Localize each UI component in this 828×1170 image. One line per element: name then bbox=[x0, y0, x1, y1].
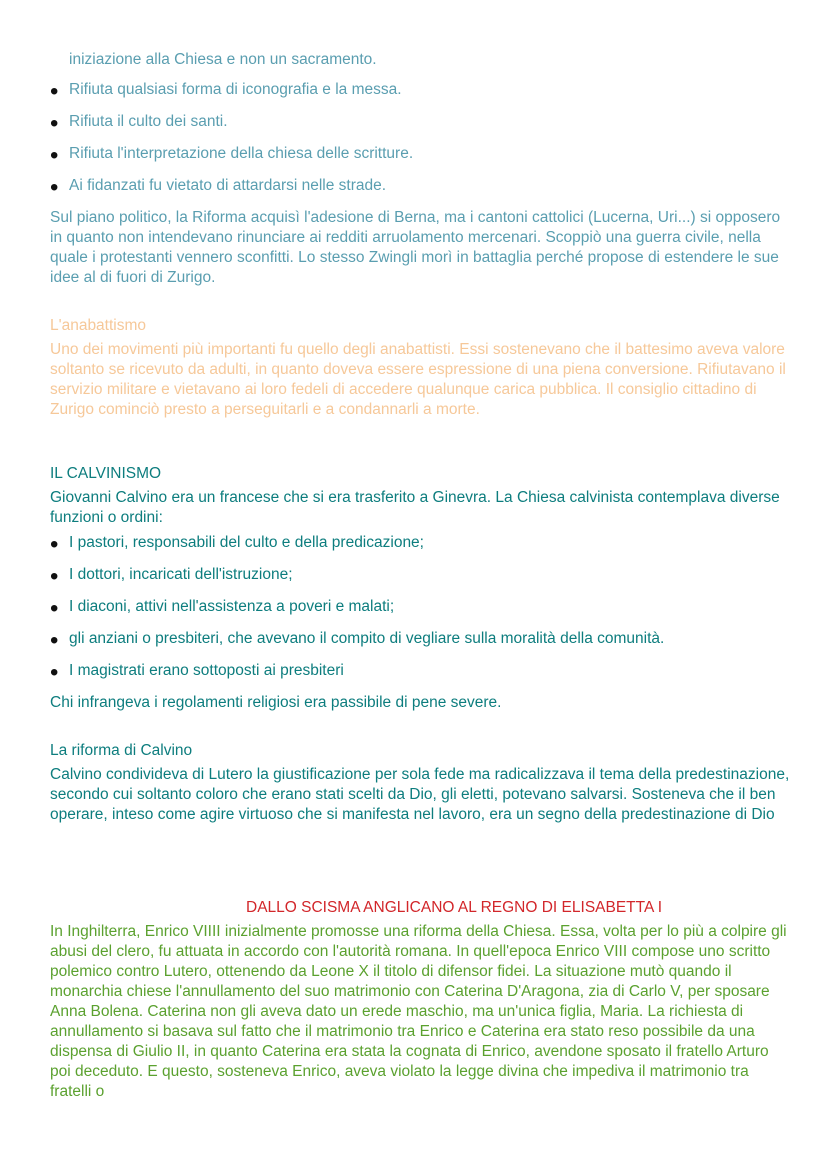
bullet-icon: • bbox=[50, 110, 59, 137]
bullet-icon: • bbox=[50, 659, 59, 686]
document-page: iniziazione alla Chiesa e non un sacramento. • Rifiuta qualsiasi forma di iconografia e la messa. • Rifiuta il culto dei santi. • Rifiuta l'interpretazione della chiesa delle scritture. • Ai fidanzati fu vietato di attardarsi nelle strade. Sul piano politico, la Riforma acquisì l'adesione di Berna, ma i cantoni cattolici (Lucerna, Uri...) si opposero in quanto non intendevano rinunciare ai redditi arruolamento mercenari. Scoppiò una guerra civile, nella quale i protestanti vennero sconfitti. Lo stesso Zwingli morì in battaglia perché propose di estendere le sue idee al di fuori di Zurigo. L'anabattismo Uno dei movimenti più importanti fu quello degli anabattisti. Essi sostenevano che il battesimo aveva valore soltanto se ricevuto da adulti, in quanto doveva essere espressione di una piena conversione. Rifiutavano il servizio militare e vietavano ai loro fedeli di accedere qualunque carica pubblica. Il consiglio cittadino di Zurigo cominciò presto a perseguitarli e a condannarli a morte. IL CALVINISMO Giovanni Calvino era un francese che si era trasferito a Ginevra. La Chiesa calvinista contemplava diverse funzioni o ordini: • I pastori, responsabili del culto e della predicazione; • I dottori, incaricati dell'istruzione; • I diaconi, attivi nell'assistenza a poveri e malati; • gli anziani o presbiteri, che avevano il compito di vegliare sulla moralità della comunità. • I magistrati erano sottoposti ai presbiteri Chi infrangeva i regolamenti religiosi era passibile di pene severe. La riforma di Calvino Calvino condivideva di Lutero la giustificazione per sola fede ma radicalizzava il tema della predestinazione, secondo cui soltanto coloro che erano stati scelti da Dio, gli eletti, potevano salvarsi. Sosteneva che il ben operare, inteso come agire virtuoso che si manifesta nel lavoro, era un segno della predestinazione di Dio DALLO SCISMA ANGLICANO AL REGNO DI ELISABETTA I In Inghilterra, Enrico VIIII inizialmente promosse una riforma della Chiesa. Essa, volta per lo più a colpire gli abusi del clero, fu attuata in accordo con l'autorità romana. In quell'epoca Enrico VIII compose uno scritto polemico contro Lutero, ottenendo da Leone X il titolo di difensor fidei. La situazione mutò quando il monarchia chiese l'annullamento del suo matrimonio con Caterina D'Aragona, zia di Carlo V, per sposare Anna Bolena. Caterina non gli aveva dato un erede maschio, ma un'unica figlia, Maria. La richiesta di annullamento si basava sul fatto che il matrimonio tra Enrico e Caterina era stato reso possibile da una dispensa di Giulio II, in quanto Caterina era stata la cognata di Enrico, avendone sposato il fratello Arturo poi deceduto. E questo, sosteneva Enrico, aveva violato la legge divina che impediva il matrimonio tra fratelli o bbox=[0, 0, 828, 1170]
anglicano-title: DALLO SCISMA ANGLICANO AL REGNO DI ELISABETTA I bbox=[246, 899, 663, 916]
bullet-icon: • bbox=[50, 563, 59, 590]
bullet-icon: • bbox=[50, 627, 59, 654]
anabattismo-paragraph: Uno dei movimenti più importanti fu quello degli anabattisti. Essi sostenevano che il battesimo aveva valore soltanto se ricevuto da adulti, in quanto doveva essere espressione di una piena conversione. Rifiutavano il servizio militare e vietavano ai loro fedeli di accedere qualunque carica pubblica. Il consiglio cittadino di Zurigo cominciò presto a perseguitarli e a condannarli a morte. bbox=[50, 341, 786, 418]
bullet-icon: • bbox=[50, 78, 59, 105]
calvinismo-intro: Giovanni Calvino era un francese che si era trasferito a Ginevra. La Chiesa calvinista contemplava diverse funzioni o ordini: bbox=[50, 489, 780, 526]
continuation-line: iniziazione alla Chiesa e non un sacramento. bbox=[69, 51, 377, 68]
riforma-calvino-paragraph: Calvino condivideva di Lutero la giustificazione per sola fede ma radicalizzava il tema della predestinazione, secondo cui soltanto coloro che erano stati scelti da Dio, gli eletti, potevano salvarsi. Sosteneva che il ben operare, inteso come agire virtuoso che si manifesta nel lavoro, era un segno della predestinazione di Dio bbox=[50, 766, 790, 823]
bullet-icon: • bbox=[50, 142, 59, 169]
bullet-icon: • bbox=[50, 174, 59, 201]
calvinismo-closing: Chi infrangeva i regolamenti religiosi era passibile di pene severe. bbox=[50, 694, 502, 711]
bullet-icon: • bbox=[50, 531, 59, 558]
calvinismo-title: IL CALVINISMO bbox=[50, 465, 162, 482]
anabattismo-title: L'anabattismo bbox=[50, 317, 147, 334]
riforma-calvino-title: La riforma di Calvino bbox=[50, 742, 193, 759]
anglicano-paragraph: In Inghilterra, Enrico VIIII inizialmente promosse una riforma della Chiesa. Essa, volta per lo più a colpire gli abusi del clero, fu attuata in accordo con l'autorità romana. In quell'epoca Enrico VIII compose uno scritto polemico contro Lutero, ottenendo da Leone X il titolo di difensor fidei. La situazione mutò quando il monarchia chiese l'annullamento del suo matrimonio con Caterina D'Aragona, zia di Carlo V, per sposare Anna Bolena. Caterina non gli aveva dato un erede maschio, ma un'unica figlia, Maria. La richiesta di annullamento si basava sul fatto che il matrimonio tra Enrico e Caterina era stato reso possibile da una dispensa di Giulio II, in quanto Caterina era stata la cognata di Enrico, avendone sposato il fratello Arturo poi deceduto. E questo, sosteneva Enrico, aveva violato la legge divina che impediva il matrimonio tra fratelli o bbox=[50, 923, 787, 1100]
bullet-icon: • bbox=[50, 595, 59, 622]
politics-paragraph: Sul piano politico, la Riforma acquisì l'adesione di Berna, ma i cantoni cattolici (Lucerna, Uri...) si opposero in quanto non intendevano rinunciare ai redditi arruolamento mercenari. Scoppiò una guerra civile, nella quale i protestanti vennero sconfitti. Lo stesso Zwingli morì in battaglia perché propose di estendere le sue idee al di fuori di Zurigo. bbox=[50, 209, 781, 286]
